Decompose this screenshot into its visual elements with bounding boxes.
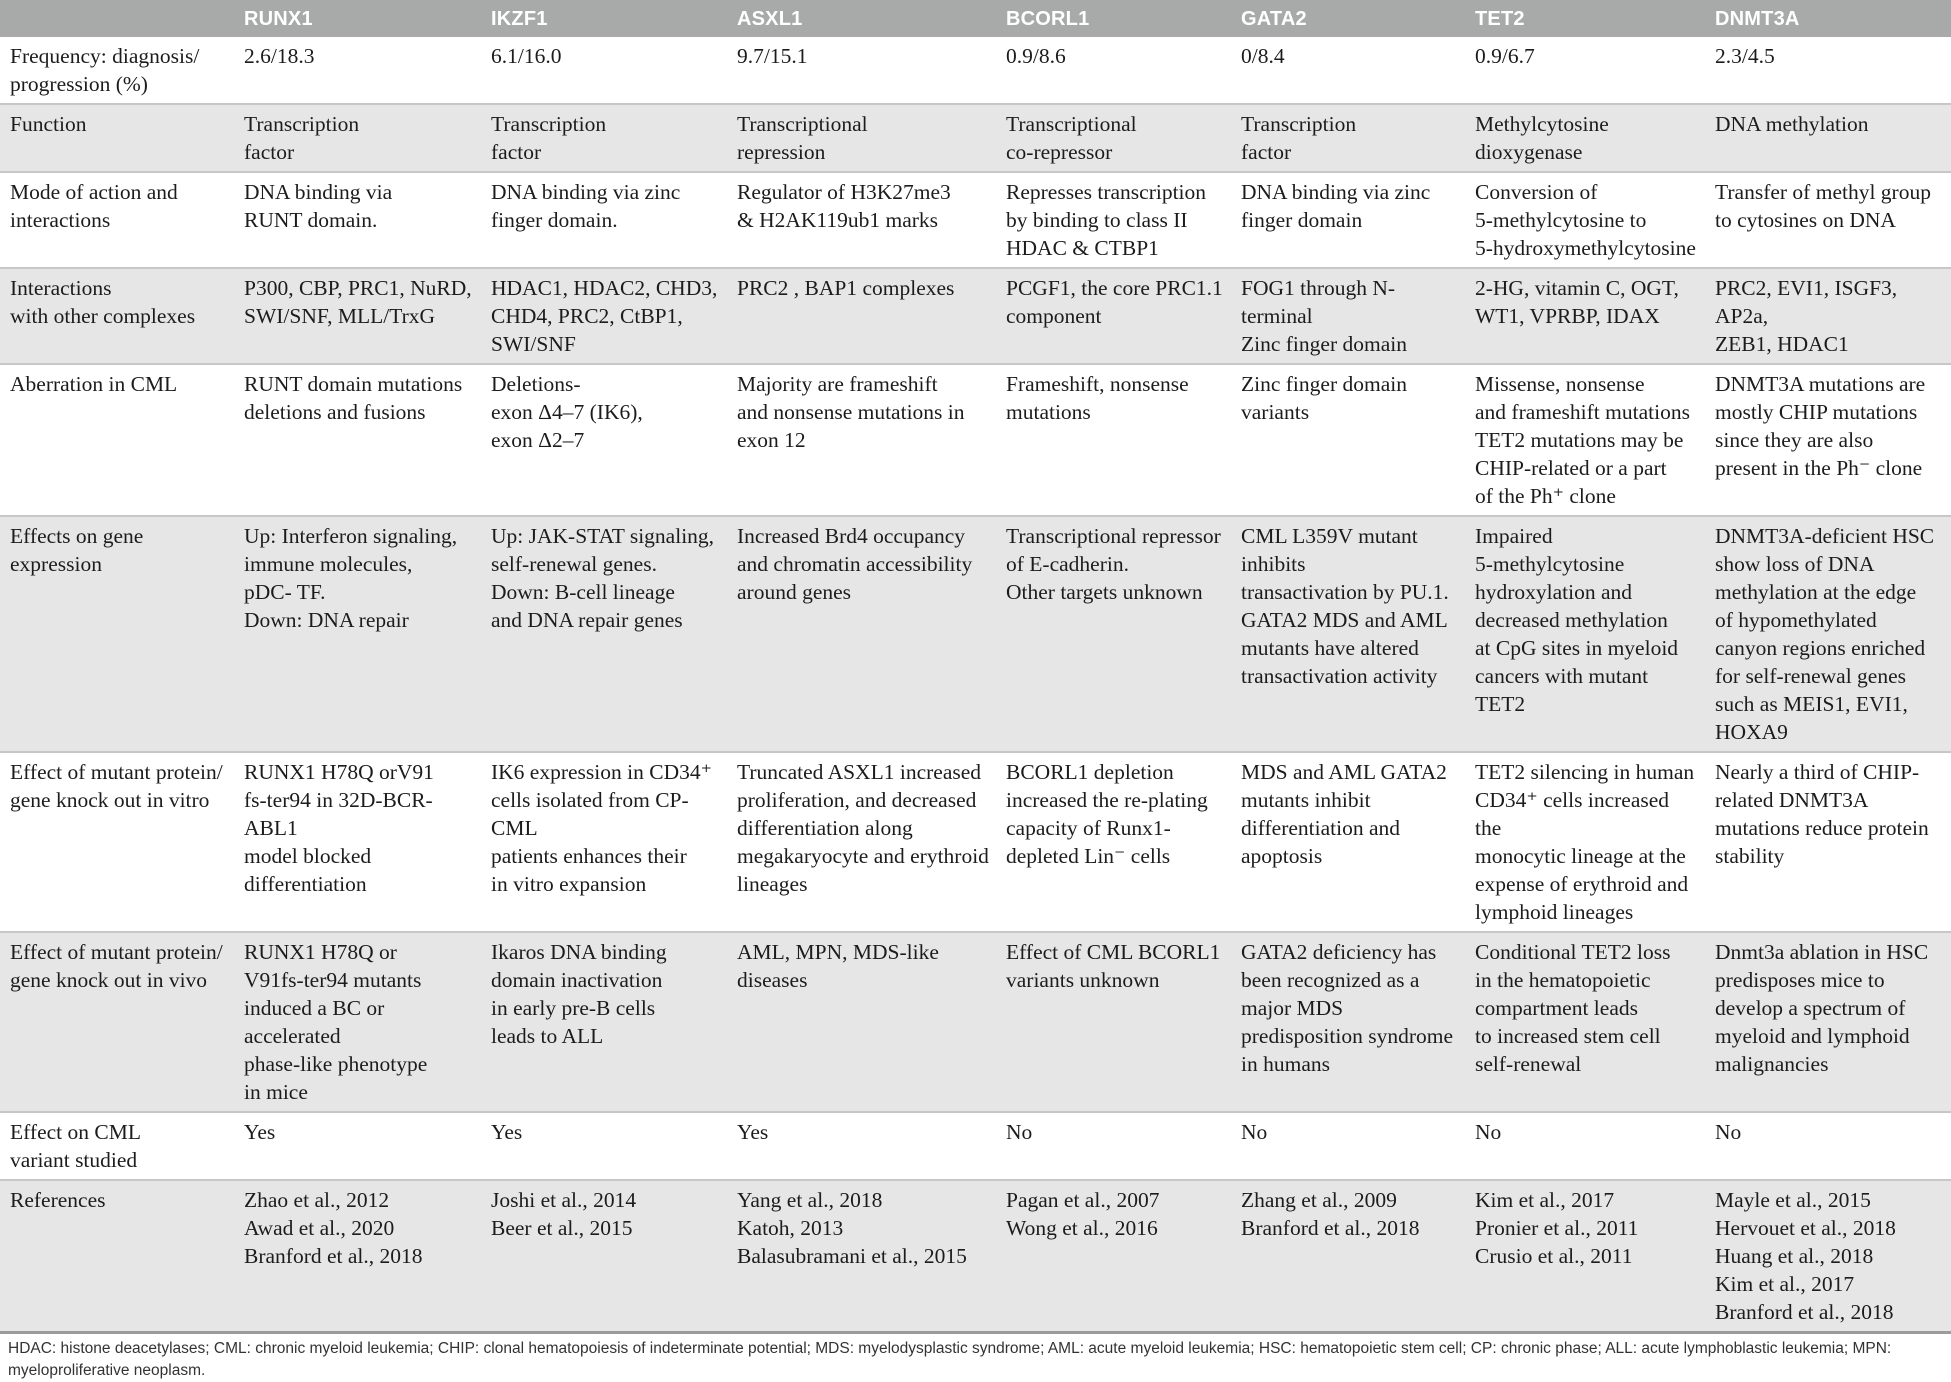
table-cell: 6.1/16.0: [491, 44, 562, 68]
table-cell: Regulator of H3K27me3 & H2AK119ub1 marks: [737, 180, 951, 232]
table-cell: 2.6/18.3: [244, 44, 315, 68]
table-cell: DNA binding via RUNT domain.: [244, 180, 393, 232]
table-cell: DNA binding via zinc finger domain.: [491, 180, 681, 232]
header-cell-runx1: RUNX1: [244, 8, 313, 30]
table-cell: DNMT3A mutations are mostly CHIP mutations since they are also present in the Ph⁻ clone: [1715, 372, 1926, 480]
table-cell: Zhang et al., 2009 Branford et al., 2018: [1241, 1188, 1420, 1240]
table-cell: IK6 expression in CD34⁺ cells isolated from CP-CML patients enhances their in vitro expansion: [491, 760, 712, 896]
table-cell: RUNX1 H78Q orV91 fs-ter94 in 32D-BCR-ABL1 model blocked differentiation: [244, 760, 434, 896]
header-cell-bcorl1: BCORL1: [1006, 8, 1090, 30]
table-cell: Represses transcription by binding to class II HDAC & CTBP1: [1006, 180, 1207, 260]
table-cell: Nearly a third of CHIP- related DNMT3A mutations reduce protein stability: [1715, 760, 1929, 868]
row-label: Effect on CML variant studied: [10, 1120, 141, 1172]
row-label: Frequency: diagnosis/ progression (%): [10, 44, 200, 96]
row-label: Aberration in CML: [10, 372, 178, 396]
table-cell: Joshi et al., 2014 Beer et al., 2015: [491, 1188, 637, 1240]
table-cell: Transcription factor: [491, 112, 607, 164]
table-cell: Frameshift, nonsense mutations: [1006, 372, 1189, 424]
table-cell: Yes: [491, 1120, 523, 1144]
table-row: [0, 1112, 1951, 1180]
table-cell: PRC2, EVI1, ISGF3, AP2a, ZEB1, HDAC1: [1715, 276, 1898, 356]
table-cell: MDS and AML GATA2 mutants inhibit differentiation and apoptosis: [1241, 760, 1447, 868]
table-cell: No: [1475, 1120, 1502, 1144]
table-cell: CML L359V mutant inhibits transactivation by PU.1. GATA2 MDS and AML mutants have altered transactivation activity: [1241, 524, 1449, 688]
table-cell: Methylcytosine dioxygenase: [1475, 112, 1609, 164]
row-label: Mode of action and interactions: [10, 180, 178, 232]
table-cell: Mayle et al., 2015 Hervouet et al., 2018 Huang et al., 2018 Kim et al., 2017 Branford et al., 2018: [1715, 1188, 1896, 1324]
table-cell: Increased Brd4 occupancy and chromatin accessibility around genes: [737, 524, 973, 604]
row-label: Effect of mutant protein/ gene knock out in vivo: [10, 940, 223, 992]
table-row: [0, 1180, 1951, 1333]
table-cell: 0.9/8.6: [1006, 44, 1066, 68]
header-cell-0: [0, 0, 236, 37]
table-cell: Majority are frameshift and nonsense mutations in exon 12: [737, 372, 965, 452]
table-cell: RUNT domain mutations deletions and fusions: [244, 372, 463, 424]
table-cell: Transcriptional repressor of E-cadherin. Other targets unknown: [1006, 524, 1221, 604]
table-cell: Ikaros DNA binding domain inactivation in early pre-B cells leads to ALL: [491, 940, 667, 1048]
table-cell: Transcriptional co-repressor: [1006, 112, 1137, 164]
table-cell: Impaired 5-methylcytosine hydroxylation and decreased methylation at CpG sites in myeloid cancers with mutant TET2: [1475, 524, 1679, 716]
row-label: Effects on gene expression: [10, 524, 144, 576]
table-cell: Deletions- exon Δ4–7 (IK6), exon Δ2–7: [491, 372, 643, 452]
table-cell: Conditional TET2 loss in the hematopoietic compartment leads to increased stem cell self-renewal: [1475, 940, 1671, 1076]
table-cell: No: [1715, 1120, 1742, 1144]
table-cell: Kim et al., 2017 Pronier et al., 2011 Crusio et al., 2011: [1475, 1188, 1639, 1268]
header-row: [0, 0, 1951, 37]
table-row: [0, 104, 1951, 172]
header-cell-ikzf1: IKZF1: [491, 8, 548, 30]
table-cell: HDAC1, HDAC2, CHD3, CHD4, PRC2, CtBP1, SWI/SNF: [491, 276, 718, 356]
table-cell: Transcription factor: [1241, 112, 1357, 164]
table-cell: 0.9/6.7: [1475, 44, 1535, 68]
table-cell: 2.3/4.5: [1715, 44, 1775, 68]
table-row: [0, 752, 1951, 932]
table-cell: DNA binding via zinc finger domain: [1241, 180, 1431, 232]
table-row: [0, 268, 1951, 364]
table-cell: PRC2 , BAP1 complexes: [737, 276, 955, 300]
table-cell: Transcription factor: [244, 112, 360, 164]
table-cell: Pagan et al., 2007 Wong et al., 2016: [1006, 1188, 1160, 1240]
table-row: [0, 932, 1951, 1112]
table-cell: DNMT3A-deficient HSC show loss of DNA methylation at the edge of hypomethylated canyon regions enriched for self-renewal genes such as MEIS1, EVI1, HOXA9: [1715, 524, 1935, 744]
table-footnote: HDAC: histone deacetylases; CML: chronic myeloid leukemia; CHIP: clonal hematopoiesis of indeterminate potential; MDS: myelodysplastic syndrome; AML: acute myeloid leukemia; HSC: hematopoietic stem cell; CP: chronic phase; ALL: acute lymphoblastic leukemia; MPN: myeloproliferative neoplasm.: [8, 1340, 1892, 1379]
table-cell: DNA methylation: [1715, 112, 1869, 136]
table-cell: Transfer of methyl group to cytosines on DNA: [1715, 180, 1931, 232]
table-cell: BCORL1 depletion increased the re-plating capacity of Runx1- depleted Lin⁻ cells: [1006, 760, 1208, 868]
table-cell: FOG1 through N-terminal Zinc finger domain: [1241, 276, 1407, 356]
table-row: [0, 37, 1951, 104]
row-label: Interactions with other complexes: [10, 276, 196, 328]
header-cell-tet2: TET2: [1475, 8, 1525, 30]
table-cell: Truncated ASXL1 increased proliferation, and decreased differentiation along megakaryocyte and erythroid lineages: [737, 760, 989, 896]
table-cell: RUNX1 H78Q or V91fs-ter94 mutants induced a BC or accelerated phase-like phenotype in mice: [244, 940, 428, 1104]
table-cell: Missense, nonsense and frameshift mutations TET2 mutations may be CHIP-related or a part of the Ph⁺ clone: [1475, 372, 1690, 508]
table-cell: GATA2 deficiency has been recognized as a major MDS predisposition syndrome in humans: [1241, 940, 1453, 1076]
table-cell: Up: Interferon signaling, immune molecules, pDC- TF. Down: DNA repair: [244, 524, 458, 632]
table-row: [0, 516, 1951, 752]
row-label: Effect of mutant protein/ gene knock out in vitro: [10, 760, 223, 812]
table-cell: 9.7/15.1: [737, 44, 808, 68]
table-cell: Yes: [737, 1120, 769, 1144]
table-cell: AML, MPN, MDS-like diseases: [737, 940, 939, 992]
table-cell: Transcriptional repression: [737, 112, 868, 164]
table-cell: No: [1241, 1120, 1268, 1144]
table-cell: Yes: [244, 1120, 276, 1144]
table-cell: Up: JAK-STAT signaling, self-renewal genes. Down: B-cell lineage and DNA repair genes: [491, 524, 715, 632]
header-cell-dnmt3a: DNMT3A: [1715, 8, 1800, 30]
table-cell: No: [1006, 1120, 1033, 1144]
table-cell: TET2 silencing in human CD34⁺ cells increased the monocytic lineage at the expense of erythroid and lymphoid lineages: [1475, 760, 1695, 924]
table-row: [0, 364, 1951, 516]
table-cell: PCGF1, the core PRC1.1 component: [1006, 276, 1223, 328]
table-cell: Zhao et al., 2012 Awad et al., 2020 Branford et al., 2018: [244, 1188, 423, 1268]
table-cell: Dnmt3a ablation in HSC predisposes mice to develop a spectrum of myeloid and lymphoid malignancies: [1715, 940, 1929, 1076]
row-label: Function: [10, 112, 87, 136]
row-label: References: [10, 1188, 106, 1212]
table-row: [0, 172, 1951, 268]
table-cell: 0/8.4: [1241, 44, 1285, 68]
table-cell: Zinc finger domain variants: [1241, 372, 1407, 424]
header-cell-asxl1: ASXL1: [737, 8, 803, 30]
table-cell: Effect of CML BCORL1 variants unknown: [1006, 940, 1221, 992]
table-cell: Yang et al., 2018 Katoh, 2013 Balasubramani et al., 2015: [737, 1188, 967, 1268]
table-cell: Conversion of 5-methylcytosine to 5-hydroxymethylcytosine: [1475, 180, 1696, 260]
header-cell-gata2: GATA2: [1241, 8, 1307, 30]
table-cell: P300, CBP, PRC1, NuRD, SWI/SNF, MLL/TrxG: [244, 276, 472, 328]
table-cell: 2-HG, vitamin C, OGT, WT1, VPRBP, IDAX: [1475, 276, 1679, 328]
